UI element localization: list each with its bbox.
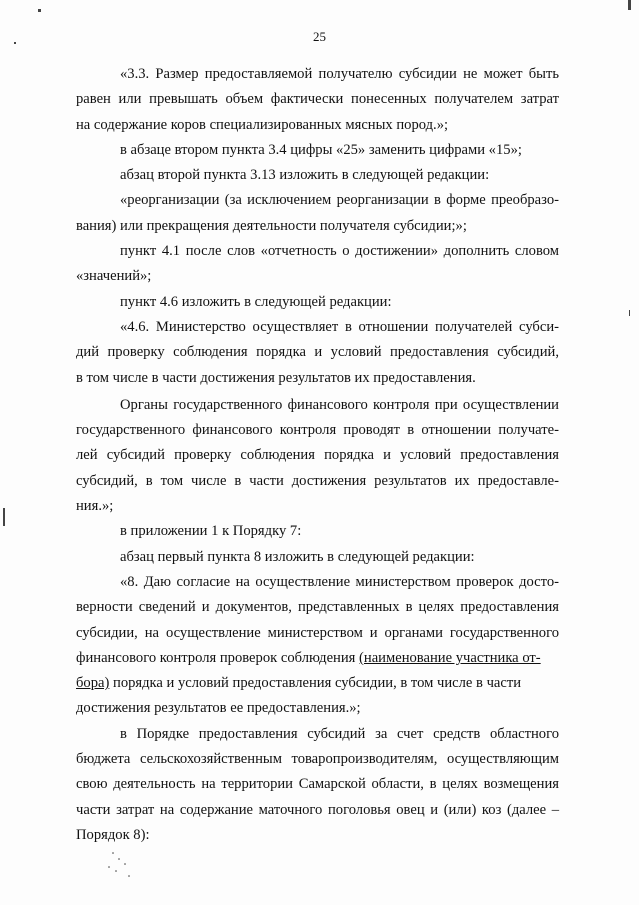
text-line: Порядок 8):: [76, 826, 150, 843]
text-run: порядка и условий предоставления субсидии, в том числе в части: [109, 675, 522, 692]
text-line: «3.3. Размер предоставляемой получателю субсидии не может быть: [120, 66, 559, 82]
text-line: государственного финансового контроля проводят в отношении получате-: [76, 422, 559, 439]
scan-mark-left-2: [3, 508, 5, 526]
text-line: абзац второй пункта 3.13 изложить в следующей редакции:: [120, 167, 490, 184]
scan-speckle: [118, 858, 120, 860]
scan-speckle: [112, 852, 114, 854]
scan-mark-top-right: [628, 0, 631, 10]
scan-speckle: [128, 875, 130, 877]
scan-speckle: [115, 870, 117, 872]
text-line: «8. Даю согласие на осуществление министерством проверок досто-: [120, 573, 559, 590]
document-body: [76, 62, 559, 848]
text-line: бюджета сельскохозяйственным товаропроизводителям, осуществляющим: [76, 751, 559, 768]
scan-mark-right: [629, 310, 630, 316]
underlined-placeholder: (наименование участника от-: [359, 649, 541, 666]
text-line: на содержание коров специализированных мясных пород.»;: [76, 116, 449, 133]
text-line: свою деятельность на территории Самарской области, в целях возмещения: [76, 776, 559, 793]
text-line: лей субсидий проверку соблюдения порядка и условий предоставления: [76, 447, 559, 464]
text-line: абзац первый пункта 8 изложить в следующей редакции:: [120, 548, 475, 565]
scan-mark-top-left: [38, 9, 41, 12]
text-line: в приложении 1 к Порядку 7:: [120, 523, 302, 540]
text-line: части затрат на содержание маточного поголовья овец и (или) коз (далее –: [76, 801, 559, 818]
text-line: [76, 646, 559, 671]
text-line: в абзаце втором пункта 3.4 цифры «25» заменить цифрами «15»;: [120, 141, 522, 158]
underlined-placeholder: бора): [76, 675, 110, 692]
text-line: пункт 4.1 после слов «отчетность о достижении» дополнить словом: [120, 243, 559, 260]
text-line: вания) или прекращения деятельности получателя субсидии;»;: [76, 217, 467, 234]
text-line: ния.»;: [76, 498, 114, 515]
text-line: достижения результатов ее предоставления.»;: [76, 700, 361, 717]
text-line: «значений»;: [76, 268, 152, 285]
text-line: субсидий, в том числе в части достижения результатов их предоставле-: [76, 472, 559, 489]
text-line: [76, 671, 559, 696]
text-line: «4.6. Министерство осуществляет в отношении получателей субси-: [120, 318, 559, 335]
text-line: верности сведений и документов, представленных в целях предоставления: [76, 599, 559, 616]
text-run: финансового контроля проверок соблюдения: [76, 649, 360, 666]
text-line: дий проверку соблюдения порядка и условий предоставления субсидий,: [76, 344, 559, 361]
text-line: пункт 4.6 изложить в следующей редакции:: [120, 293, 392, 310]
text-line: в том числе в части достижения результатов их предоставления.: [76, 369, 476, 386]
text-line: «реорганизации (за исключением реорганизации в форме преобразо-: [120, 192, 559, 209]
text-line: в Порядке предоставления субсидий за счет средств областного: [120, 725, 559, 742]
text-line: субсидии, на осуществление министерством и органами государственного: [76, 624, 559, 641]
page-number: 25: [313, 29, 326, 44]
text-line: равен или превышать объем фактически понесенных получателем затрат: [76, 91, 559, 108]
scan-speckle: [124, 863, 126, 865]
scan-speckle: [108, 866, 110, 868]
text-line: Органы государственного финансового контроля при осуществлении: [120, 396, 559, 413]
